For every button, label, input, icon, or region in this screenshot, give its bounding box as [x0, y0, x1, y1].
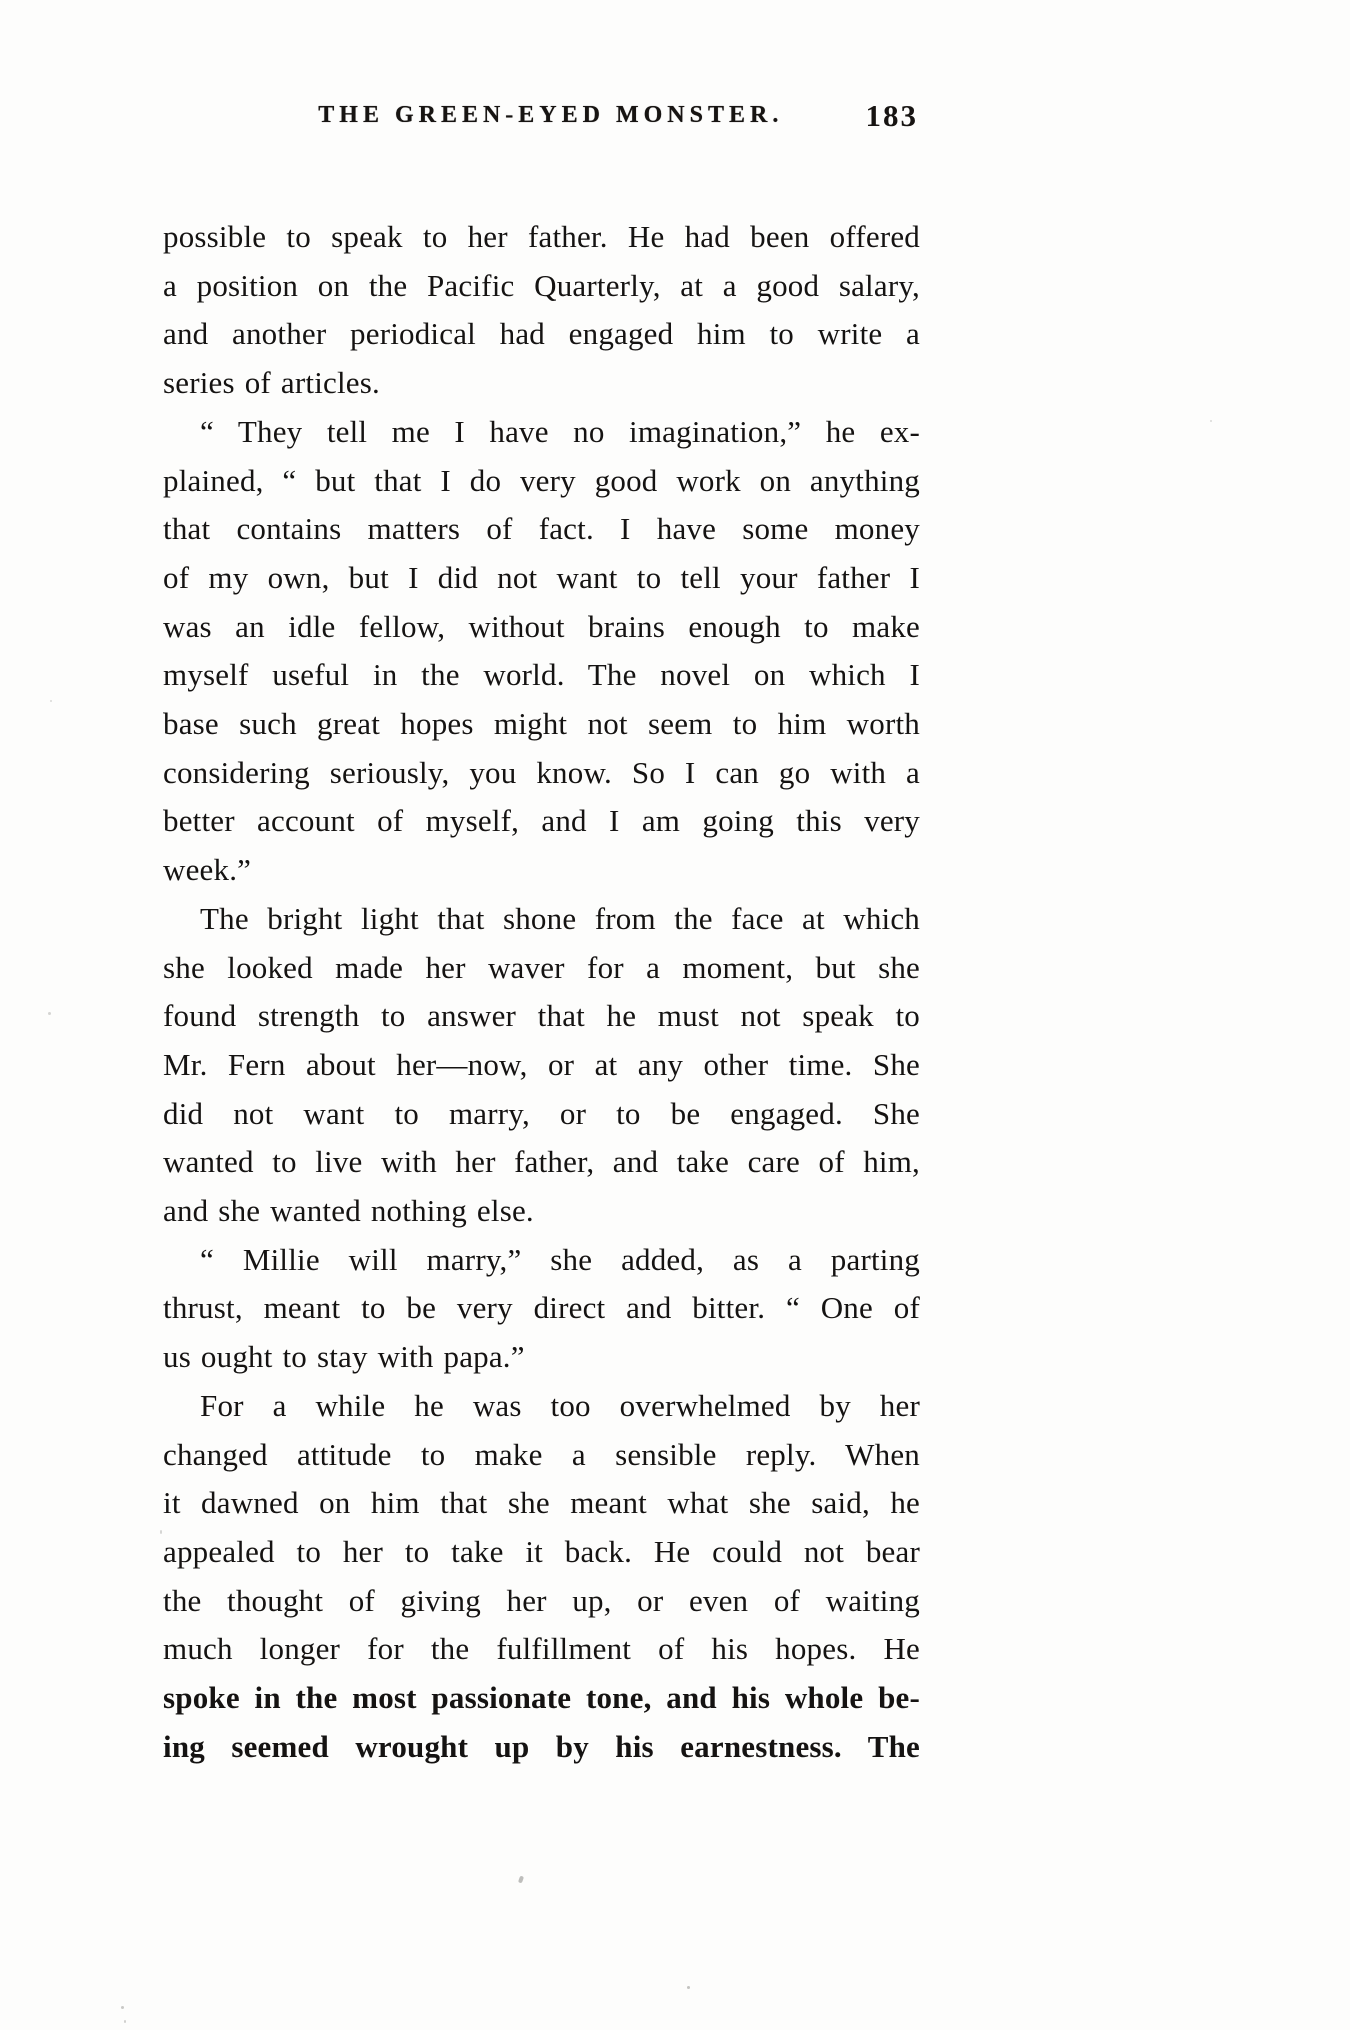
- text-line: and she wanted nothing else.: [163, 1193, 534, 1229]
- text-line: base such great hopes might not seem to him worth: [163, 706, 920, 742]
- text-line: spoke in the most passionate tone, and his whole be-: [163, 1680, 920, 1716]
- page-number: 183: [865, 98, 918, 133]
- text-line: thrust, meant to be very direct and bitter. “ One of: [163, 1290, 920, 1326]
- scan-speck: [48, 1012, 51, 1015]
- body-lines: [163, 213, 920, 1772]
- text-line: wanted to live with her father, and take care of him,: [163, 1144, 920, 1180]
- text-line: ing seemed wrought up by his earnestness. The: [163, 1728, 920, 1764]
- page-title: THE GREEN-EYED MONSTER.: [318, 102, 784, 128]
- text-line: the thought of giving her up, or even of waiting: [163, 1582, 920, 1618]
- text-line: series of articles.: [163, 365, 380, 401]
- text-line: found strength to answer that he must not speak to: [163, 998, 920, 1034]
- scan-speck: [160, 1530, 162, 1534]
- text-line: of my own, but I did not want to tell your father I: [163, 559, 920, 595]
- scan-speck: [518, 1876, 524, 1884]
- text-line: myself useful in the world. The novel on which I: [163, 657, 920, 693]
- text-line: For a while he was too overwhelmed by her: [200, 1387, 920, 1423]
- text-line: better account of myself, and I am going this very: [163, 803, 920, 839]
- text-line: week.”: [163, 852, 252, 888]
- text-line: Mr. Fern about her—now, or at any other time. She: [163, 1046, 920, 1082]
- text-line: much longer for the fulfillment of his hopes. He: [163, 1631, 920, 1667]
- scan-speck: [687, 1986, 690, 1989]
- running-header: [163, 100, 920, 140]
- scan-speck: [121, 2006, 124, 2009]
- text-line: considering seriously, you know. So I can go with a: [163, 754, 920, 790]
- text-line: The bright light that shone from the face at which: [200, 900, 920, 936]
- text-line: plained, “ but that I do very good work on anything: [163, 462, 920, 498]
- text-line: possible to speak to her father. He had been offered: [163, 219, 920, 254]
- text-line: a position on the Pacific Quarterly, at a good salary,: [163, 267, 920, 303]
- text-line: appealed to her to take it back. He could not bear: [163, 1533, 920, 1569]
- text-line: did not want to marry, or to be engaged. She: [163, 1095, 920, 1131]
- text-line: “ They tell me I have no imagination,” he ex-: [200, 413, 920, 449]
- text-line: “ Millie will marry,” she added, as a parting: [200, 1241, 920, 1277]
- text-line: and another periodical had engaged him to write a: [163, 316, 920, 352]
- text-line: us ought to stay with papa.”: [163, 1339, 525, 1375]
- text-line: that contains matters of fact. I have some money: [163, 511, 920, 547]
- scan-speck: [124, 2020, 126, 2023]
- text-line: was an idle fellow, without brains enough to make: [163, 608, 920, 644]
- text-line: it dawned on him that she meant what she said, he: [163, 1485, 920, 1521]
- text-line: she looked made her waver for a moment, but she: [163, 949, 920, 985]
- text-line: changed attitude to make a sensible reply. When: [163, 1436, 920, 1472]
- scan-speck: [1210, 420, 1212, 422]
- scan-speck: [50, 700, 52, 702]
